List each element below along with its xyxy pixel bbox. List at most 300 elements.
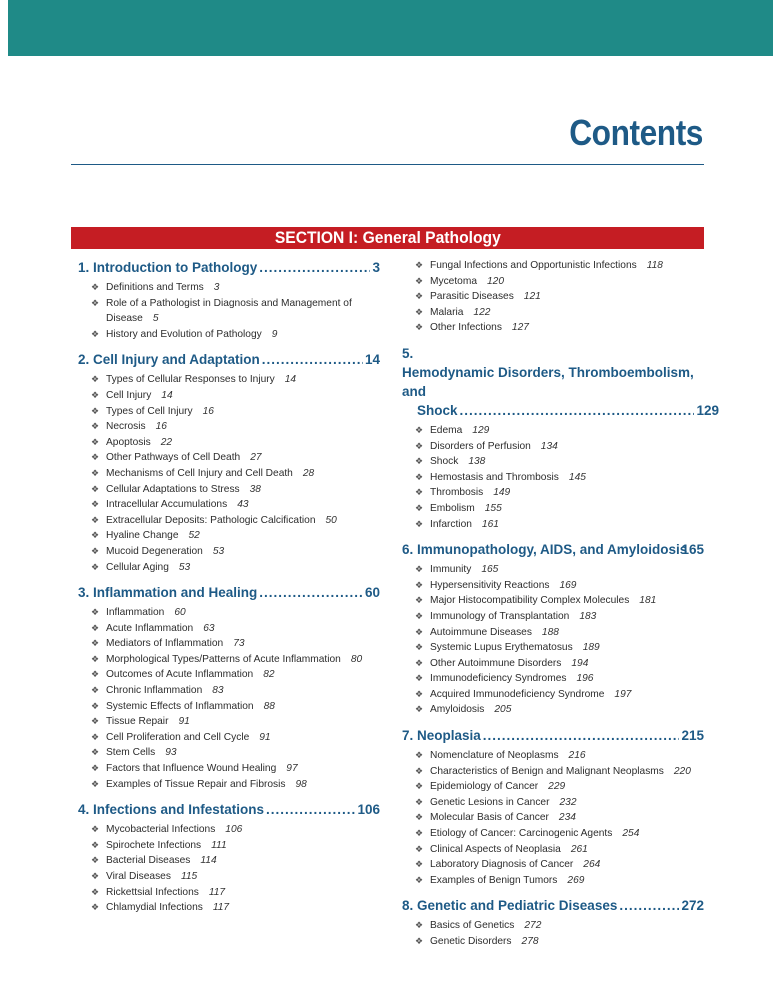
topic-title: Mediators of Inflammation bbox=[106, 638, 224, 650]
chapter-title: Genetic and Pediatric Diseases bbox=[417, 898, 618, 914]
topic-title: Morphological Types/Patterns of Acute Inflammation bbox=[106, 653, 341, 665]
topic-title: Outcomes of Acute Inflammation bbox=[106, 669, 254, 681]
chapter-page-number: 129 bbox=[696, 402, 719, 418]
topic-page-number: 43 bbox=[237, 499, 249, 511]
topic-item[interactable] bbox=[91, 652, 380, 668]
topic-page-number: 60 bbox=[174, 607, 186, 619]
topic-item[interactable] bbox=[415, 779, 704, 795]
topic-item[interactable] bbox=[91, 419, 380, 435]
topic-page-number: 220 bbox=[673, 765, 691, 777]
diamond-bullet-icon: ❖ bbox=[91, 483, 100, 494]
diamond-bullet-icon: ❖ bbox=[91, 328, 100, 339]
topic-item[interactable] bbox=[415, 748, 704, 764]
topic-title: Hypersensitivity Reactions bbox=[430, 579, 550, 591]
topic-item[interactable] bbox=[415, 470, 704, 486]
diamond-bullet-icon: ❖ bbox=[415, 291, 424, 302]
topic-page-number: 118 bbox=[646, 260, 663, 271]
topic-page-number: 111 bbox=[211, 839, 227, 851]
topic-page-number: 27 bbox=[250, 452, 262, 464]
topic-item[interactable] bbox=[415, 485, 704, 501]
topic-item[interactable] bbox=[91, 280, 380, 296]
topic-title: Stem Cells bbox=[106, 747, 156, 759]
diamond-bullet-icon: ❖ bbox=[91, 452, 100, 463]
topic-page-number: 14 bbox=[284, 374, 297, 386]
topic-title: Bacterial Diseases bbox=[106, 855, 191, 867]
topic-title: Factors that Influence Wound Healing bbox=[106, 763, 277, 775]
chapter-number: 1. bbox=[78, 260, 90, 275]
chapter-title: Introduction to Pathology bbox=[93, 260, 258, 275]
diamond-bullet-icon: ❖ bbox=[415, 260, 424, 270]
topic-item[interactable] bbox=[415, 826, 704, 842]
diamond-bullet-icon: ❖ bbox=[415, 440, 424, 451]
topic-title: Laboratory Diagnosis of Cancer bbox=[430, 859, 574, 871]
diamond-bullet-icon: ❖ bbox=[91, 839, 100, 850]
topic-title: Other Autoimmune Disorders bbox=[430, 657, 562, 669]
topic-page-number: 3 bbox=[213, 282, 220, 293]
topic-item[interactable] bbox=[415, 873, 704, 889]
diamond-bullet-icon: ❖ bbox=[91, 653, 100, 664]
diamond-bullet-icon: ❖ bbox=[415, 322, 424, 333]
topic-page-number: 97 bbox=[286, 763, 298, 775]
topic-item[interactable] bbox=[91, 699, 380, 715]
topic-page-number: 149 bbox=[493, 487, 511, 499]
topic-item[interactable] bbox=[415, 501, 704, 517]
topic-item[interactable] bbox=[91, 372, 380, 388]
topic-page-number: 155 bbox=[484, 502, 502, 514]
topic-title: Cellular Aging bbox=[106, 561, 169, 573]
dot-leader bbox=[460, 401, 695, 420]
chapter-number: 2. bbox=[78, 352, 90, 368]
topic-item[interactable] bbox=[91, 450, 380, 466]
diamond-bullet-icon: ❖ bbox=[91, 902, 100, 913]
toc-chapter bbox=[402, 726, 704, 888]
topic-item[interactable] bbox=[415, 810, 704, 826]
diamond-bullet-icon: ❖ bbox=[91, 436, 100, 447]
topic-page-number: 134 bbox=[540, 440, 558, 452]
diamond-bullet-icon: ❖ bbox=[415, 626, 424, 637]
diamond-bullet-icon: ❖ bbox=[415, 765, 424, 776]
topic-item[interactable] bbox=[91, 528, 380, 544]
topic-item[interactable] bbox=[415, 320, 704, 336]
topic-title: History and Evolution of Pathology bbox=[106, 328, 262, 340]
diamond-bullet-icon: ❖ bbox=[415, 595, 424, 606]
section-title: SECTION I: General Pathology bbox=[274, 228, 501, 247]
topic-item[interactable] bbox=[91, 745, 380, 761]
chapter-title-wrap bbox=[417, 540, 688, 559]
topic-title: Basics of Genetics bbox=[430, 920, 515, 932]
topic-item[interactable] bbox=[91, 636, 380, 652]
diamond-bullet-icon: ❖ bbox=[91, 297, 100, 308]
toc-chapter bbox=[78, 583, 380, 792]
topic-title: Nomenclature of Neoplasms bbox=[430, 750, 559, 762]
topic-item[interactable] bbox=[415, 562, 704, 578]
topic-item[interactable] bbox=[415, 842, 704, 858]
diamond-bullet-icon: ❖ bbox=[91, 374, 100, 385]
toc-chapter bbox=[402, 344, 719, 532]
topic-title: Inflammation bbox=[106, 607, 165, 619]
diamond-bullet-icon: ❖ bbox=[91, 607, 100, 618]
chapter-title: Hemodynamic Disorders, Thromboembolism, and bbox=[402, 364, 694, 399]
chapter-heading[interactable] bbox=[78, 258, 380, 277]
diamond-bullet-icon: ❖ bbox=[91, 747, 100, 758]
chapter-number: 4. bbox=[78, 802, 90, 818]
topic-page-number: 14 bbox=[161, 389, 173, 401]
toc-right-column bbox=[402, 258, 719, 958]
topic-item[interactable] bbox=[415, 934, 704, 950]
topic-title: Epidemiology of Cancer bbox=[430, 781, 539, 793]
topic-title: Definitions and Terms bbox=[106, 282, 204, 293]
diamond-bullet-icon: ❖ bbox=[415, 812, 424, 823]
topic-title: Cell Proliferation and Cell Cycle bbox=[106, 731, 250, 743]
dot-leader bbox=[483, 726, 680, 745]
topic-item[interactable] bbox=[91, 497, 380, 513]
topic-item[interactable] bbox=[415, 656, 704, 672]
topic-page-number: 169 bbox=[559, 579, 577, 591]
chapter-page-number: 165 bbox=[681, 542, 704, 558]
topic-title: Examples of Tissue Repair and Fibrosis bbox=[106, 778, 286, 790]
diamond-bullet-icon: ❖ bbox=[415, 275, 424, 286]
topic-page-number: 216 bbox=[568, 750, 586, 762]
diamond-bullet-icon: ❖ bbox=[91, 561, 100, 572]
topic-title: Etiology of Cancer: Carcinogenic Agents bbox=[430, 828, 613, 840]
topic-list bbox=[78, 605, 380, 792]
topic-item[interactable] bbox=[91, 560, 380, 576]
topic-page-number: 261 bbox=[570, 843, 588, 855]
topic-item[interactable] bbox=[415, 578, 704, 594]
toc-chapter bbox=[402, 896, 704, 949]
topic-title: Immunology of Transplantation bbox=[430, 610, 570, 622]
diamond-bullet-icon: ❖ bbox=[91, 763, 100, 774]
topic-title: Malaria bbox=[430, 306, 464, 318]
chapter-title-wrap bbox=[93, 258, 372, 277]
topic-item[interactable] bbox=[415, 795, 704, 811]
diamond-bullet-icon: ❖ bbox=[415, 843, 424, 854]
topic-page-number: 83 bbox=[212, 685, 224, 697]
diamond-bullet-icon: ❖ bbox=[91, 545, 100, 556]
topic-item[interactable] bbox=[415, 274, 704, 290]
topic-page-number: 22 bbox=[160, 436, 173, 448]
topic-title: Thrombosis bbox=[430, 487, 484, 499]
topic-title: Molecular Basis of Cancer bbox=[430, 812, 549, 824]
toc-chapter bbox=[402, 258, 704, 336]
topic-item[interactable] bbox=[91, 482, 380, 498]
topic-page-number: 52 bbox=[188, 530, 200, 542]
chapter-heading[interactable] bbox=[78, 350, 380, 369]
diamond-bullet-icon: ❖ bbox=[91, 467, 100, 478]
topic-page-number: 232 bbox=[559, 796, 577, 808]
chapter-page-number: 3 bbox=[372, 260, 380, 275]
topic-page-number: 145 bbox=[568, 471, 586, 483]
topic-item[interactable] bbox=[415, 702, 704, 718]
topic-title: Systemic Lupus Erythematosus bbox=[430, 642, 573, 654]
toc-chapter bbox=[78, 800, 380, 916]
topic-page-number: 229 bbox=[548, 781, 566, 793]
topic-title: Amyloidosis bbox=[430, 704, 485, 716]
topic-page-number: 254 bbox=[622, 828, 640, 840]
topic-item[interactable] bbox=[415, 305, 704, 321]
topic-item[interactable] bbox=[415, 593, 704, 609]
diamond-bullet-icon: ❖ bbox=[415, 471, 424, 482]
diamond-bullet-icon: ❖ bbox=[91, 530, 100, 541]
topic-item[interactable] bbox=[91, 777, 380, 793]
dot-leader bbox=[266, 800, 355, 819]
topic-title: Examples of Benign Tumors bbox=[430, 874, 558, 886]
top-color-band bbox=[8, 0, 773, 56]
dot-leader bbox=[262, 350, 363, 369]
chapter-title: Immunopathology, AIDS, and Amyloidosis bbox=[417, 542, 688, 558]
topic-item[interactable] bbox=[91, 296, 380, 327]
topic-item[interactable] bbox=[415, 687, 704, 703]
topic-item[interactable] bbox=[415, 857, 704, 873]
diamond-bullet-icon: ❖ bbox=[415, 750, 424, 761]
topic-title: Types of Cellular Responses to Injury bbox=[106, 374, 275, 386]
topic-title: Intracellular Accumulations bbox=[106, 499, 228, 511]
diamond-bullet-icon: ❖ bbox=[91, 669, 100, 680]
diamond-bullet-icon: ❖ bbox=[415, 456, 424, 467]
topic-item[interactable] bbox=[415, 764, 704, 780]
topic-page-number: 194 bbox=[571, 657, 589, 669]
diamond-bullet-icon: ❖ bbox=[91, 824, 100, 835]
chapter-title: Cell Injury and Adaptation bbox=[93, 352, 260, 368]
topic-item[interactable] bbox=[415, 258, 704, 274]
topic-title: Hemostasis and Thrombosis bbox=[430, 471, 559, 483]
topic-item[interactable] bbox=[91, 513, 380, 529]
diamond-bullet-icon: ❖ bbox=[415, 579, 424, 590]
topic-title: Major Histocompatibility Complex Molecules bbox=[430, 595, 630, 607]
topic-item[interactable] bbox=[91, 900, 380, 916]
topic-title: Chronic Inflammation bbox=[106, 685, 203, 697]
toc-chapter bbox=[78, 350, 380, 575]
topic-item[interactable] bbox=[91, 404, 380, 420]
topic-title: Systemic Effects of Inflammation bbox=[106, 700, 254, 712]
topic-page-number: 16 bbox=[155, 421, 167, 433]
topic-item[interactable] bbox=[91, 885, 380, 901]
topic-page-number: 73 bbox=[233, 638, 245, 650]
topic-item[interactable] bbox=[91, 683, 380, 699]
topic-item[interactable] bbox=[415, 625, 704, 641]
topic-page-number: 98 bbox=[295, 778, 307, 790]
topic-page-number: 82 bbox=[263, 669, 275, 681]
diamond-bullet-icon: ❖ bbox=[415, 781, 424, 792]
topic-title: Extracellular Deposits: Pathologic Calcification bbox=[106, 514, 316, 526]
diamond-bullet-icon: ❖ bbox=[91, 855, 100, 866]
chapter-heading[interactable] bbox=[78, 800, 380, 819]
chapter-title-wrap bbox=[387, 363, 704, 401]
topic-list bbox=[78, 280, 380, 342]
chapter-title-wrap bbox=[93, 583, 365, 602]
chapter-number: 5. bbox=[402, 345, 414, 361]
topic-item[interactable] bbox=[91, 838, 380, 854]
topic-page-number: 264 bbox=[583, 859, 601, 871]
topic-page-number: 196 bbox=[576, 673, 594, 685]
topic-title: Parasitic Diseases bbox=[430, 291, 514, 303]
topic-title: Autoimmune Diseases bbox=[430, 626, 532, 638]
page-title: Contents bbox=[569, 112, 703, 153]
chapter-heading[interactable] bbox=[402, 344, 719, 420]
topic-title: Mycobacterial Infections bbox=[106, 824, 216, 836]
diamond-bullet-icon: ❖ bbox=[415, 564, 424, 575]
topic-item[interactable] bbox=[415, 423, 704, 439]
topic-item[interactable] bbox=[91, 605, 380, 621]
chapter-heading[interactable] bbox=[78, 583, 380, 602]
topic-title: Disorders of Perfusion bbox=[430, 440, 531, 452]
diamond-bullet-icon: ❖ bbox=[91, 389, 100, 400]
diamond-bullet-icon: ❖ bbox=[91, 421, 100, 432]
diamond-bullet-icon: ❖ bbox=[415, 487, 424, 498]
chapter-heading-line2 bbox=[402, 401, 719, 420]
topic-item[interactable] bbox=[415, 671, 704, 687]
topic-page-number: 93 bbox=[165, 747, 177, 759]
topic-page-number: 114 bbox=[200, 855, 217, 867]
topic-page-number: 278 bbox=[521, 936, 539, 947]
diamond-bullet-icon: ❖ bbox=[91, 886, 100, 897]
topic-page-number: 272 bbox=[524, 920, 542, 932]
topic-item[interactable] bbox=[415, 454, 704, 470]
topic-page-number: 181 bbox=[639, 595, 657, 607]
chapter-number: 8. bbox=[402, 898, 414, 914]
diamond-bullet-icon: ❖ bbox=[415, 306, 424, 317]
topic-page-number: 9 bbox=[271, 328, 278, 340]
topic-list bbox=[402, 918, 704, 949]
topic-title: Mechanisms of Cell Injury and Cell Death bbox=[106, 467, 293, 479]
chapter-page-number: 60 bbox=[364, 585, 380, 601]
diamond-bullet-icon: ❖ bbox=[415, 610, 424, 621]
topic-item[interactable] bbox=[415, 289, 704, 305]
diamond-bullet-icon: ❖ bbox=[91, 405, 100, 416]
diamond-bullet-icon: ❖ bbox=[415, 424, 424, 435]
toc-left-column bbox=[78, 258, 380, 924]
topic-title: Hyaline Change bbox=[106, 530, 179, 542]
topic-page-number: 53 bbox=[178, 561, 191, 573]
topic-title: Rickettsial Infections bbox=[106, 886, 199, 898]
topic-list bbox=[402, 562, 704, 718]
topic-page-number: 122 bbox=[473, 306, 491, 318]
topic-list bbox=[402, 258, 704, 336]
topic-page-number: 117 bbox=[208, 886, 226, 898]
dot-leader bbox=[619, 896, 679, 915]
topic-item[interactable] bbox=[415, 918, 704, 934]
diamond-bullet-icon: ❖ bbox=[415, 518, 424, 529]
chapter-heading[interactable] bbox=[402, 896, 704, 915]
topic-page-number: 50 bbox=[325, 514, 337, 526]
topic-page-number: 5 bbox=[152, 313, 159, 325]
diamond-bullet-icon: ❖ bbox=[415, 642, 424, 653]
topic-title: Role of a Pathologist in Diagnosis and Management of Disease bbox=[106, 297, 352, 325]
chapter-title-wrap bbox=[417, 896, 681, 915]
topic-page-number: 16 bbox=[202, 405, 214, 417]
topic-title: Cellular Adaptations to Stress bbox=[106, 483, 240, 495]
diamond-bullet-icon: ❖ bbox=[415, 704, 424, 715]
topic-item[interactable] bbox=[91, 388, 380, 404]
topic-item[interactable] bbox=[91, 822, 380, 838]
topic-item[interactable] bbox=[415, 517, 704, 533]
diamond-bullet-icon: ❖ bbox=[415, 657, 424, 668]
chapter-heading[interactable] bbox=[402, 726, 704, 745]
topic-page-number: 188 bbox=[541, 626, 559, 638]
topic-title: Fungal Infections and Opportunistic Infections bbox=[430, 260, 637, 271]
topic-page-number: 80 bbox=[350, 653, 363, 665]
topic-title: Types of Cell Injury bbox=[106, 405, 193, 417]
dot-leader bbox=[259, 583, 363, 602]
diamond-bullet-icon: ❖ bbox=[415, 673, 424, 684]
diamond-bullet-icon: ❖ bbox=[91, 685, 100, 696]
topic-page-number: 28 bbox=[302, 467, 315, 479]
topic-title: Embolism bbox=[430, 502, 475, 514]
topic-page-number: 91 bbox=[259, 731, 271, 743]
topic-item[interactable] bbox=[91, 466, 380, 482]
topic-list bbox=[78, 822, 380, 916]
chapter-title-wrap bbox=[93, 800, 357, 819]
diamond-bullet-icon: ❖ bbox=[91, 638, 100, 649]
topic-title: Immunity bbox=[430, 564, 472, 576]
toc-chapter bbox=[402, 540, 704, 718]
diamond-bullet-icon: ❖ bbox=[415, 828, 424, 839]
topic-item[interactable] bbox=[91, 327, 380, 343]
diamond-bullet-icon: ❖ bbox=[415, 936, 424, 946]
topic-page-number: 121 bbox=[523, 291, 541, 303]
topic-page-number: 91 bbox=[178, 716, 190, 728]
topic-item[interactable] bbox=[91, 714, 380, 730]
diamond-bullet-icon: ❖ bbox=[91, 731, 100, 742]
chapter-title: Infections and Infestations bbox=[93, 802, 265, 818]
diamond-bullet-icon: ❖ bbox=[91, 778, 100, 789]
chapter-page-number: 14 bbox=[364, 352, 380, 368]
topic-page-number: 53 bbox=[212, 545, 225, 557]
title-divider bbox=[71, 164, 704, 165]
topic-item[interactable] bbox=[91, 544, 380, 560]
topic-title: Other Infections bbox=[430, 322, 502, 334]
topic-title: Necrosis bbox=[106, 421, 146, 433]
topic-item[interactable] bbox=[91, 761, 380, 777]
topic-item[interactable] bbox=[415, 609, 704, 625]
topic-item[interactable] bbox=[91, 667, 380, 683]
diamond-bullet-icon: ❖ bbox=[415, 874, 424, 885]
topic-title: Chlamydial Infections bbox=[106, 902, 203, 914]
topic-item[interactable] bbox=[91, 730, 380, 746]
diamond-bullet-icon: ❖ bbox=[415, 920, 424, 931]
topic-item[interactable] bbox=[415, 640, 704, 656]
topic-item[interactable] bbox=[91, 869, 380, 885]
topic-item[interactable] bbox=[91, 621, 380, 637]
chapter-title-continued: Shock bbox=[417, 402, 458, 418]
topic-page-number: 165 bbox=[481, 564, 499, 576]
diamond-bullet-icon: ❖ bbox=[91, 282, 100, 292]
diamond-bullet-icon: ❖ bbox=[91, 871, 100, 881]
chapter-page-number: 215 bbox=[681, 728, 704, 744]
diamond-bullet-icon: ❖ bbox=[415, 796, 424, 807]
topic-page-number: 38 bbox=[249, 483, 261, 495]
topic-list bbox=[78, 372, 380, 575]
topic-title: Shock bbox=[430, 456, 459, 468]
diamond-bullet-icon: ❖ bbox=[91, 499, 100, 510]
diamond-bullet-icon: ❖ bbox=[91, 716, 100, 727]
topic-item[interactable] bbox=[415, 439, 704, 455]
topic-item[interactable] bbox=[91, 435, 380, 451]
topic-title: Genetic Lesions in Cancer bbox=[430, 796, 550, 808]
toc-chapter bbox=[78, 258, 380, 342]
chapter-heading[interactable] bbox=[402, 540, 704, 559]
topic-page-number: 117 bbox=[212, 902, 230, 914]
topic-title: Clinical Aspects of Neoplasia bbox=[430, 843, 561, 855]
chapter-title: Neoplasia bbox=[417, 728, 481, 744]
topic-list bbox=[402, 423, 704, 532]
topic-item[interactable] bbox=[91, 853, 380, 869]
topic-title: Genetic Disorders bbox=[430, 936, 512, 947]
diamond-bullet-icon: ❖ bbox=[415, 859, 424, 870]
diamond-bullet-icon: ❖ bbox=[91, 514, 100, 525]
dot-leader bbox=[259, 258, 370, 277]
chapter-page-number: 106 bbox=[357, 802, 380, 818]
